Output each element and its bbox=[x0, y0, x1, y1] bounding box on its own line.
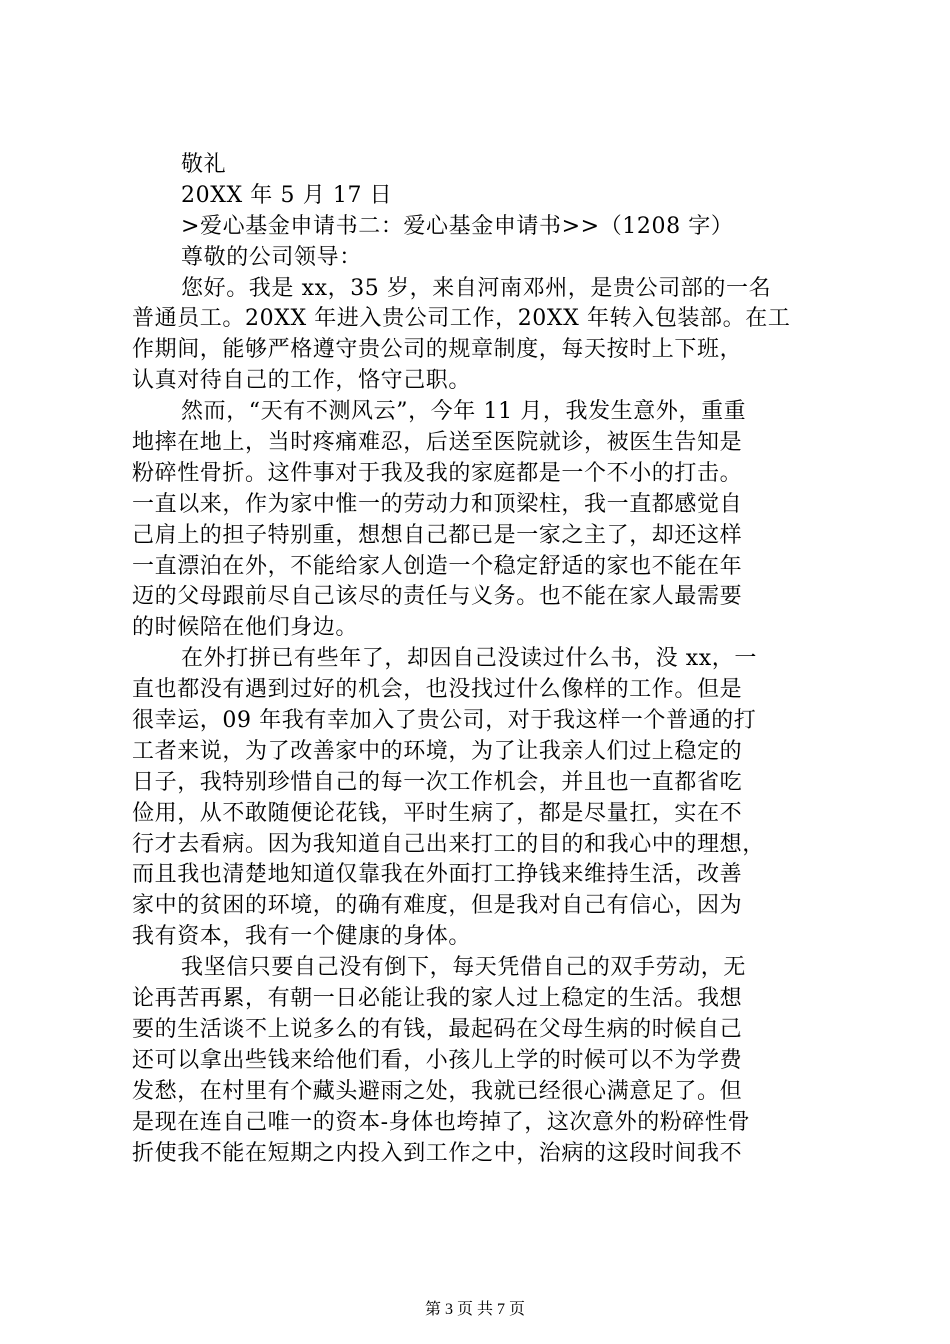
text-line: 我有资本，我有一个健康的身体。 bbox=[132, 924, 472, 950]
text-line: 20XX 年 5 月 17 日 bbox=[181, 182, 393, 208]
text-line: 折使我不能在短期之内投入到工作之中，治病的这段时间我不 bbox=[132, 1140, 743, 1166]
text-line: 一直漂泊在外，不能给家人创造一个稳定舒适的家也不能在年 bbox=[132, 553, 743, 579]
text-line: >爱心基金申请书二：爱心基金申请书>>（1208 字） bbox=[181, 213, 734, 239]
text-line: 敬礼 bbox=[181, 152, 227, 177]
document-body bbox=[132, 150, 832, 1169]
text-line: 直也都没有遇到过好的机会，也没找过什么像样的工作。但是 bbox=[132, 677, 743, 703]
text-line: 行才去看病。因为我知道自己出来打工的目的和我心中的理想， bbox=[132, 831, 765, 857]
text-line: 您好。我是 xx，35 岁，来自河南邓州，是贵公司部的一名 bbox=[181, 275, 772, 301]
text-line: 认真对待自己的工作，恪守己职。 bbox=[132, 368, 472, 394]
text-line: 而且我也清楚地知道仅靠我在外面打工挣钱来维持生活，改善 bbox=[132, 862, 743, 888]
text-line: 还可以拿出些钱来给他们看，小孩儿上学的时候可以不为学费 bbox=[132, 1047, 743, 1073]
text-line: 发愁，在村里有个藏头避雨之处，我就已经很心满意足了。但 bbox=[132, 1078, 743, 1104]
text-line: 普通员工。20XX 年进入贵公司工作，20XX 年转入包装部。在工 bbox=[132, 306, 791, 332]
page-footer: 第 3 页 共 7 页 bbox=[424, 1301, 525, 1318]
text-line: 论再苦再累，有朝一日必能让我的家人过上稳定的生活。我想 bbox=[132, 986, 743, 1012]
text-line: 是现在连自己唯一的资本-身体也垮掉了，这次意外的粉碎性骨 bbox=[132, 1109, 751, 1135]
text-line: 很幸运，09 年我有幸加入了贵公司，对于我这样一个普通的打 bbox=[132, 708, 757, 734]
text-line: 迈的父母跟前尽自己该尽的责任与义务。也不能在家人最需要 bbox=[132, 584, 743, 610]
text-line: 在外打拼已有些年了，却因自己没读过什么书，没 xx，一 bbox=[181, 646, 758, 672]
text-line: 我坚信只要自己没有倒下，每天凭借自己的双手劳动，无 bbox=[181, 955, 747, 981]
text-line: 家中的贫困的环境，的确有难度，但是我对自己有信心，因为 bbox=[132, 893, 743, 919]
text-line: 日子，我特别珍惜自己的每一次工作机会，并且也一直都省吃 bbox=[132, 769, 743, 795]
text-line: 俭用，从不敢随便论花钱，平时生病了，都是尽量扛，实在不 bbox=[132, 800, 743, 826]
text-line: 尊敬的公司领导： bbox=[181, 244, 362, 270]
text-line: 要的生活谈不上说多么的有钱，最起码在父母生病的时候自己 bbox=[132, 1016, 743, 1042]
text-line: 己肩上的担子特别重，想想自己都已是一家之主了，却还这样 bbox=[132, 522, 743, 548]
text-line: 粉碎性骨折。这件事对于我及我的家庭都是一个不小的打击。 bbox=[132, 460, 743, 486]
text-line: 作期间，能够严格遵守贵公司的规章制度，每天按时上下班， bbox=[132, 337, 743, 363]
text-line: 工者来说，为了改善家中的环境，为了让我亲人们过上稳定的 bbox=[132, 738, 743, 764]
text-line: 一直以来，作为家中惟一的劳动力和顶梁柱，我一直都感觉自 bbox=[132, 491, 743, 517]
text-line: 地摔在地上，当时疼痛难忍，后送至医院就诊，被医生告知是 bbox=[132, 430, 743, 456]
text-line: 的时候陪在他们身边。 bbox=[132, 615, 359, 641]
text-line: 然而，“天有不测风云”，今年 11 月，我发生意外，重重 bbox=[181, 399, 747, 425]
